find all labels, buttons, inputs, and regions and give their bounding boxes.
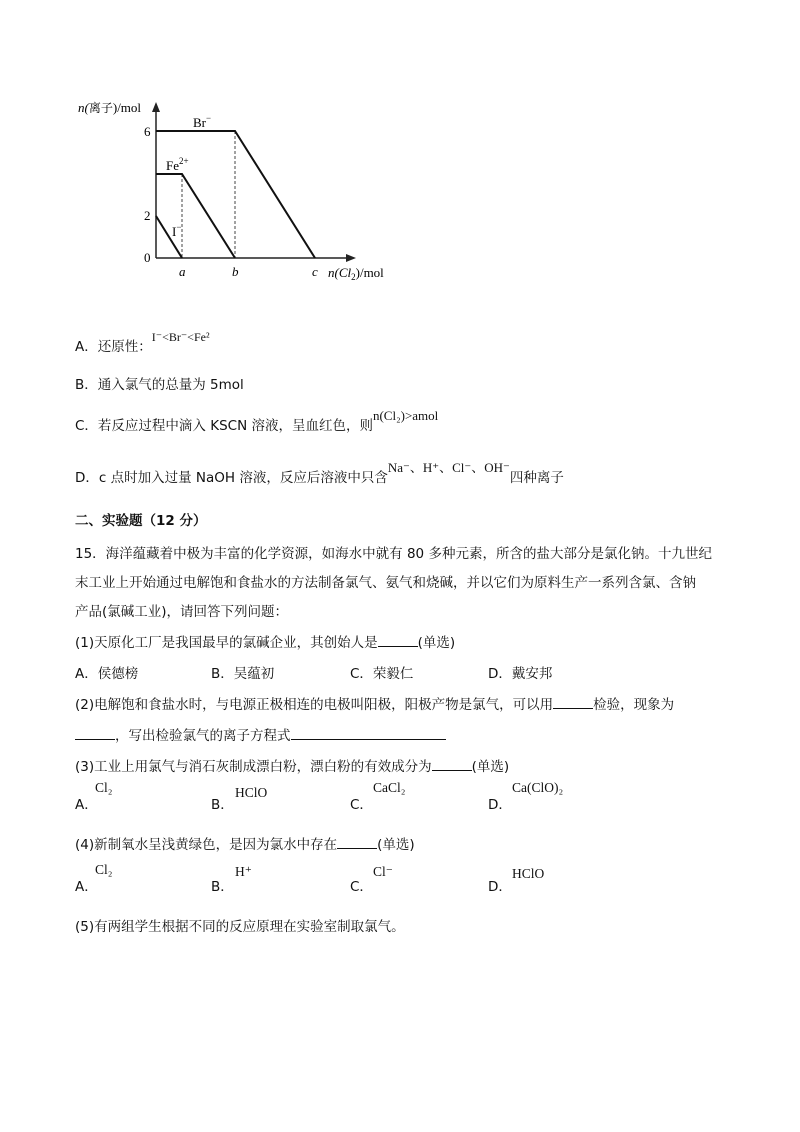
x-axis-arrow <box>346 254 356 262</box>
y-axis-arrow <box>152 102 160 112</box>
option-c: C．荣毅仁 <box>350 666 414 682</box>
option-c: C． <box>350 879 373 895</box>
x-tick-b: b <box>232 264 239 279</box>
x-tick-a: a <box>179 264 186 279</box>
q15-part-1: (1)天原化工厂是我国最早的氯碱企业，其创始人是 (单选) <box>75 631 455 651</box>
option-a: A．侯德榜 <box>75 666 139 682</box>
y-tick-6: 6 <box>144 124 151 139</box>
option-a: A． <box>75 797 98 813</box>
q14-option-b: B．通入氯气的总量为 5mol <box>75 377 244 393</box>
answer-blank-5[interactable] <box>432 756 472 771</box>
x-axis-title: $n(Cl_2)$/mol <box>328 265 384 282</box>
q15-part-4: (4)新制氧水呈浅黄绿色，是因为氯水中存在 (单选) <box>75 833 415 853</box>
q15-part-3: (3)工业上用氯气与消石灰制成漂白粉，漂白粉的有效成分为 (单选) <box>75 755 509 775</box>
formula-c: Cl⁻ <box>373 864 393 879</box>
answer-blank-1[interactable] <box>378 632 418 647</box>
answer-blank-3[interactable] <box>75 725 115 740</box>
formula-a: Cl₂ <box>95 780 113 795</box>
x-tick-c: c <box>312 264 318 279</box>
series-br-label: Br− <box>193 113 212 130</box>
series-fe-label: $Fe^{2+}$ <box>166 156 189 173</box>
q15-part-5: (5)有两组学生根据不同的反应原理在实验室制取氯气。 <box>75 919 405 935</box>
option-c: C． <box>350 797 373 813</box>
y-axis-title: n(离子)/mol <box>78 100 142 115</box>
formula-a: Cl₂ <box>95 862 113 877</box>
formula-b: HClO <box>235 785 268 800</box>
y-tick-0: 0 <box>144 250 151 265</box>
option-b: B． <box>211 879 234 895</box>
q15-part-2-line-2: ，写出检验氯气的离子方程式 <box>75 724 446 744</box>
series-i-label: I− <box>172 222 182 239</box>
q15-part-4-options <box>75 862 635 895</box>
formula-d: HClO <box>512 866 545 881</box>
formula-d: Ca(ClO)₂ <box>512 780 564 795</box>
formula-c: CaCl₂ <box>373 780 406 795</box>
option-d: D． <box>488 797 512 813</box>
q15-intro-line-2: 末工业上开始通过电解饱和食盐水的方法制备氯气、氨气和烧碱，并以它们为原料生产一系列含氯、含钠 <box>75 575 696 591</box>
q14-option-c: C．若反应过程中滴入 KSCN 溶液，呈血红色，则n(Cl₂)>amol <box>75 408 439 434</box>
y-tick-2: 2 <box>144 208 151 223</box>
q14-option-d: D．c 点时加入过量 NaOH 溶液，反应后溶液中只含Na⁻、H⁺、Cl⁻、OH⁻四种离子 <box>75 460 564 486</box>
option-b: B．吴蕴初 <box>211 666 275 682</box>
q14-option-a: A．还原性：I⁻<Br⁻<Fe² <box>75 330 210 355</box>
answer-blank-2[interactable] <box>553 694 593 709</box>
q15-intro-line-1: 15．海洋蕴藏着中极为丰富的化学资源，如海水中就有 80 多种元素，所含的盐大部分是氯化钠。十九世纪 <box>75 546 712 562</box>
option-a: A． <box>75 879 98 895</box>
option-d: D． <box>488 879 512 895</box>
option-d: D．戴安邦 <box>488 666 553 682</box>
section-title: 二、实验题（12 分） <box>75 513 207 529</box>
q15-part-2-line-1: (2)电解饱和食盐水时，与电源正极相连的电极叫阳极，阳极产物是氯气，可以用 检验，现象为 <box>75 693 674 713</box>
q15-intro-line-3: 产品(氯碱工业)，请回答下列问题： <box>75 604 289 620</box>
formula-b: H⁺ <box>235 864 252 879</box>
series-fe-line <box>156 174 235 258</box>
option-b: B． <box>211 797 234 813</box>
answer-blank-4[interactable] <box>291 725 446 740</box>
answer-blank-6[interactable] <box>337 834 377 849</box>
q15-part-3-options <box>75 780 635 813</box>
ion-amount-chart <box>60 90 420 290</box>
